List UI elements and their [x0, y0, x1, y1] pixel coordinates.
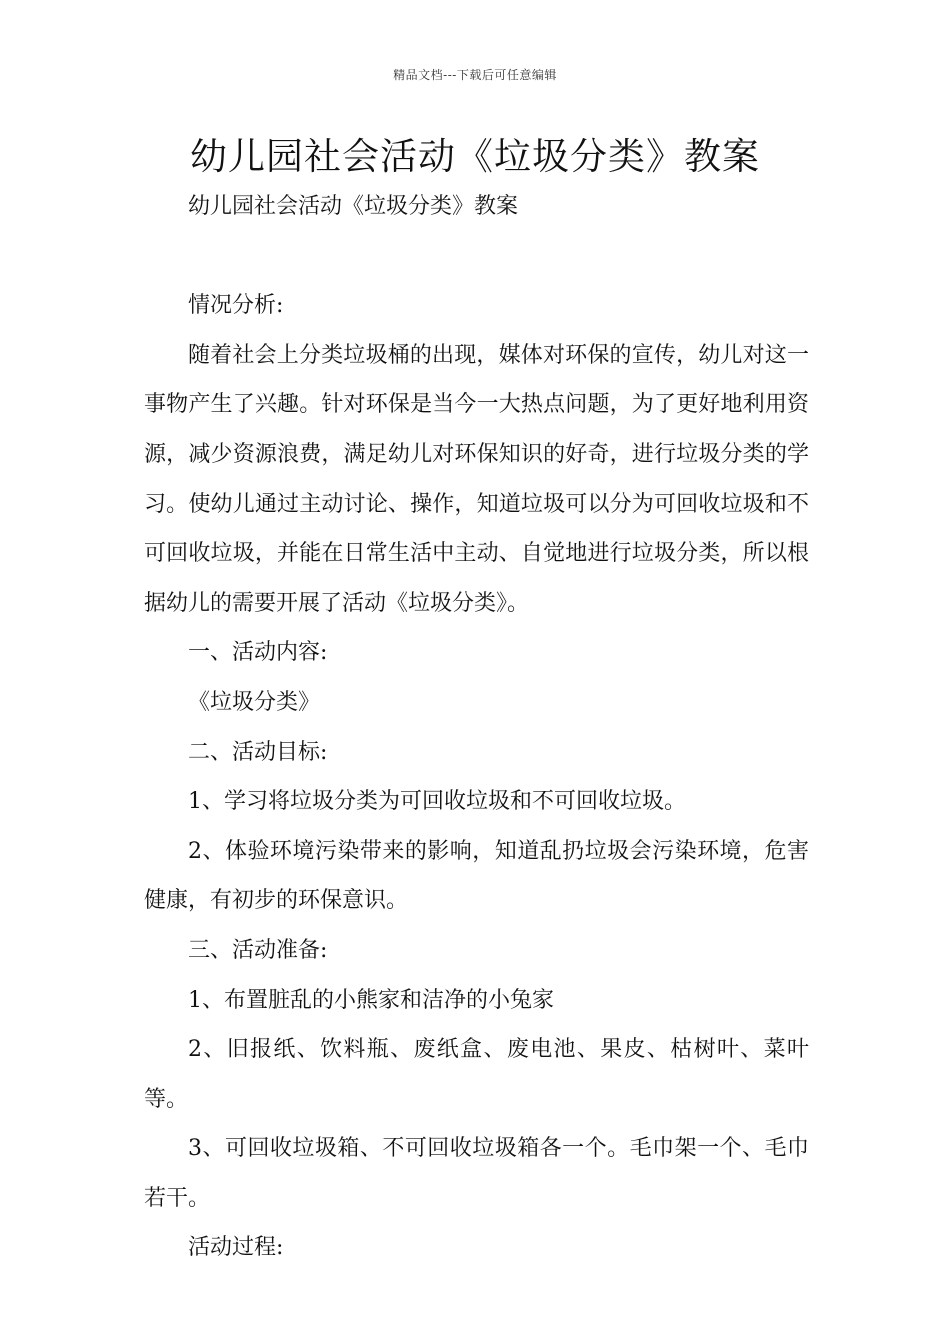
document-title: 幼儿园社会活动《垃圾分类》教案 [190, 135, 760, 178]
section-heading-content: 一、活动内容: [188, 640, 328, 666]
section-heading-preparation: 三、活动准备: [188, 937, 328, 963]
activity-name: 《垃圾分类》 [188, 689, 321, 715]
body-paragraph: 随着社会上分类垃圾桶的出现，媒体对环保的宣传，幼儿对这一事物产生了兴趣。针对环保是当今一大热点问题，为了更好地利用资源，减少资源浪费，满足幼儿对环保知识的好奇，进行垃圾分类的学习。使幼儿通过主动讨论、操作，知道垃圾可以分为可回收垃圾和不可回收垃圾，并能在日常生活中主动、自觉地进行垃圾分类，所以根据幼儿的需要开展了活动《垃圾分类》。 [144, 342, 809, 616]
preparation-item: 3、可回收垃圾箱、不可回收垃圾箱各一个。毛巾架一个、毛巾若干。 [144, 1136, 809, 1211]
page-header-note: 精品文档---下载后可任意编辑 [393, 68, 557, 82]
section-heading-process: 活动过程: [188, 1235, 284, 1261]
section-heading-goals: 二、活动目标: [188, 739, 328, 765]
preparation-item: 2、旧报纸、饮料瓶、废纸盒、废电池、果皮、枯树叶、菜叶等。 [144, 1037, 809, 1112]
preparation-item: 1、布置脏乱的小熊家和洁净的小兔家 [188, 987, 554, 1013]
section-heading-situation: 情况分析: [188, 293, 284, 319]
goal-item: 1、学习将垃圾分类为可回收垃圾和不可回收垃圾。 [188, 789, 686, 815]
goal-item: 2、体验环境污染带来的影响，知道乱扔垃圾会污染环境，危害健康，有初步的环保意识。 [144, 838, 809, 914]
subtitle-paragraph: 幼儿园社会活动《垃圾分类》教案 [188, 194, 519, 219]
document-body [144, 182, 809, 1273]
